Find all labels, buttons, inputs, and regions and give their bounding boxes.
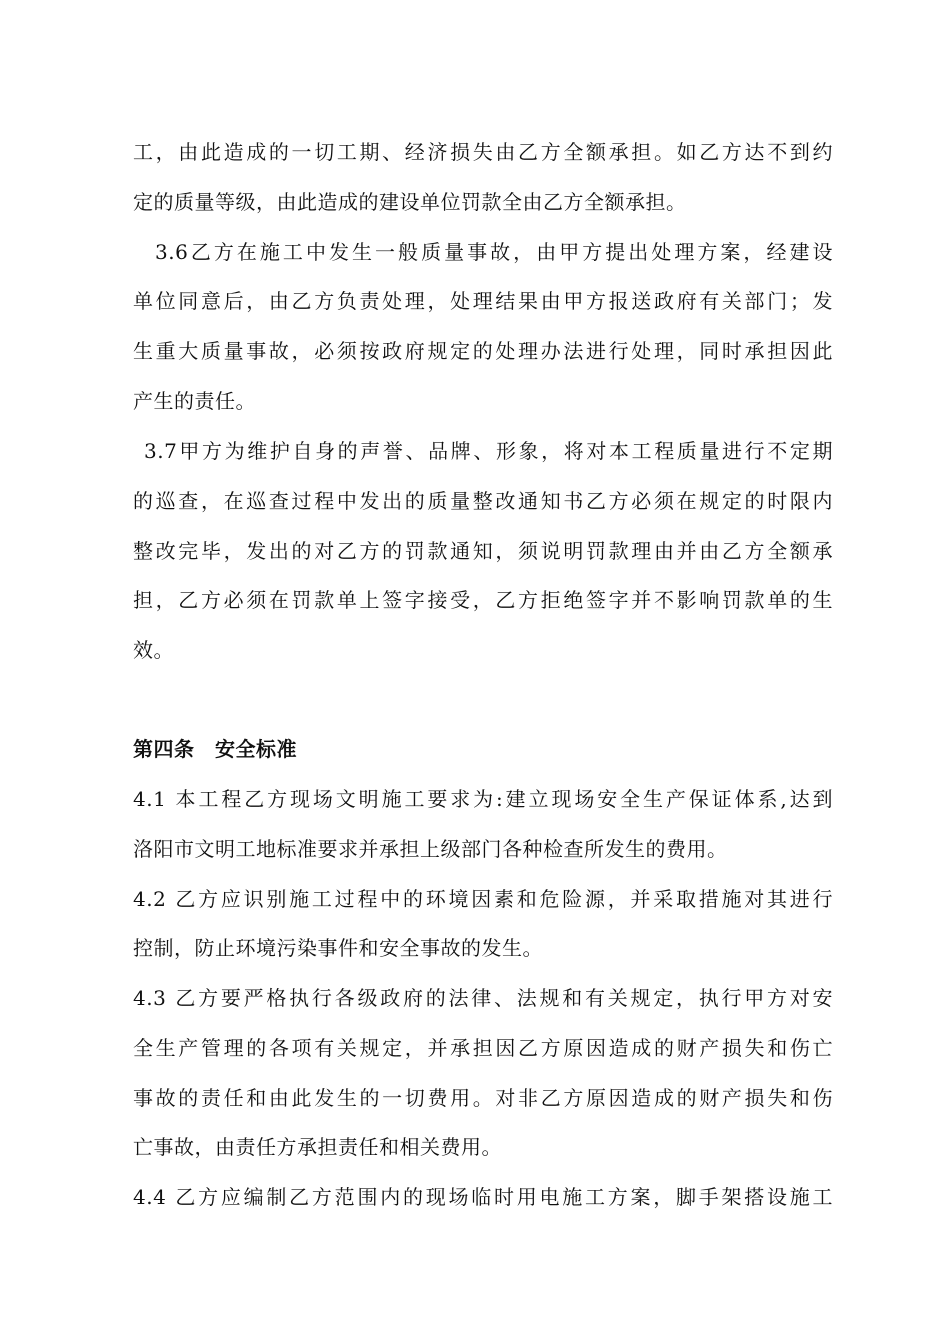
paragraph-line: 定的质量等级，由此造成的建设单位罚款全由乙方全额承担。 [133, 190, 687, 214]
clause-3-6-line: 3.6乙方在施工中发生一般质量事故，由甲方提出处理方案，经建设 [155, 240, 833, 264]
paragraph-line: 产生的责任。 [133, 389, 256, 413]
clause-4-1-line: 4.1 本工程乙方现场文明施工要求为:建立现场安全生产保证体系,达到 [133, 787, 833, 811]
paragraph-line: 亡事故，由责任方承担责任和相关费用。 [133, 1135, 502, 1159]
clause-4-4-line: 4.4 乙方应编制乙方范围内的现场临时用电施工方案，脚手架搭设施工 [133, 1185, 833, 1209]
clause-3-7-line: 3.7甲方为维护自身的声誉、品牌、形象，将对本工程质量进行不定期 [144, 439, 833, 463]
paragraph-line: 整改完毕，发出的对乙方的罚款通知，须说明罚款理由并由乙方全额承 [133, 539, 833, 563]
paragraph-line: 担，乙方必须在罚款单上签字接受，乙方拒绝签字并不影响罚款单的生 [133, 588, 833, 612]
paragraph-line: 全生产管理的各项有关规定，并承担因乙方原因造成的财产损失和伤亡 [133, 1036, 833, 1060]
paragraph-line: 的巡查，在巡查过程中发出的质量整改通知书乙方必须在规定的时限内 [133, 489, 833, 513]
paragraph-line: 生重大质量事故，必须按政府规定的处理办法进行处理，同时承担因此 [133, 339, 833, 363]
paragraph-line: 单位同意后，由乙方负责处理，处理结果由甲方报送政府有关部门；发 [133, 289, 833, 313]
paragraph-line: 事故的责任和由此发生的一切费用。对非乙方原因造成的财产损失和伤 [133, 1086, 833, 1110]
clause-4-2-line: 4.2 乙方应识别施工过程中的环境因素和危险源，并采取措施对其进行 [133, 887, 833, 911]
paragraph-line: 工，由此造成的一切工期、经济损失由乙方全额承担。如乙方达不到约 [133, 140, 833, 164]
paragraph-line: 洛阳市文明工地标准要求并承担上级部门各种检查所发生的费用。 [133, 837, 728, 861]
section-heading: 第四条 安全标准 [133, 737, 297, 761]
paragraph-line: 控制，防止环境污染事件和安全事故的发生。 [133, 936, 543, 960]
paragraph-line: 效。 [133, 638, 174, 662]
clause-4-3-line: 4.3 乙方要严格执行各级政府的法律、法规和有关规定，执行甲方对安 [133, 986, 833, 1010]
